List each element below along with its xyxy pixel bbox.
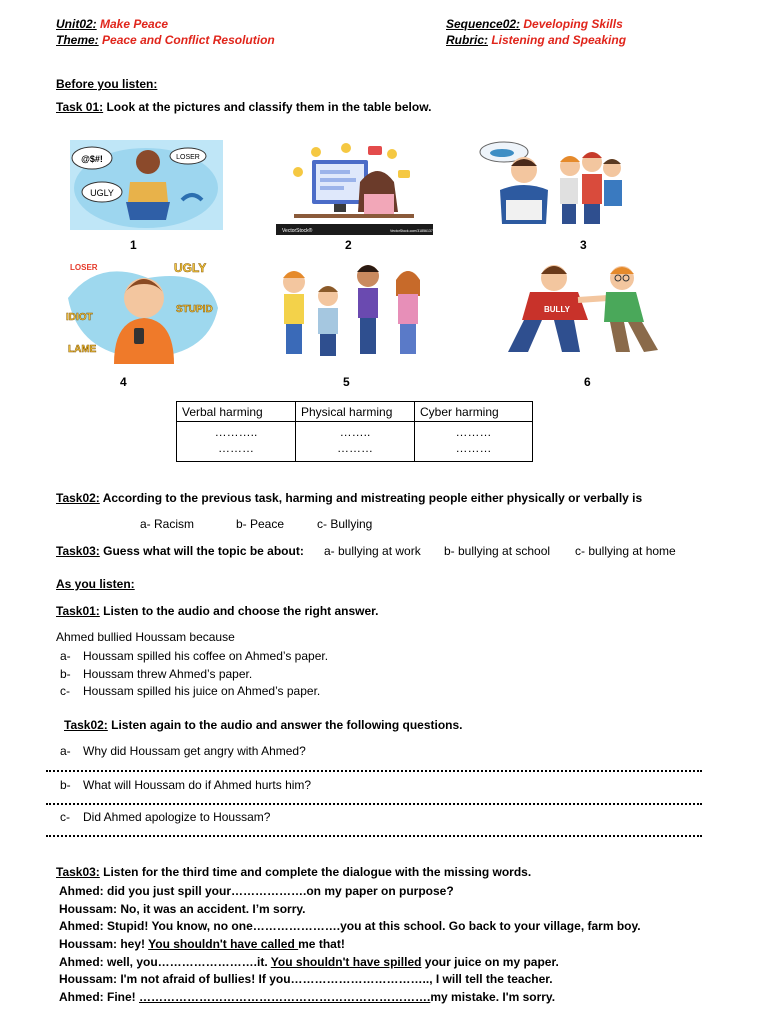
p1-bubble-1: @$#! (81, 154, 103, 164)
dialogue-line-5-underlined: You shouldn't have spilled (270, 955, 422, 969)
picture-2-cyber-bullying-computer (276, 140, 433, 235)
listen-task01-label: Task01: (56, 604, 100, 618)
dialogue-line-4 (59, 937, 345, 951)
theme-line (56, 33, 275, 47)
blank-line: ……… (218, 441, 254, 455)
choice-letter-b: b- (60, 667, 71, 681)
dialogue-line-7-blank: ………………………………………………………………. (139, 990, 431, 1004)
picture-5-kids-group (272, 262, 436, 366)
question-b: What will Houssam do if Ahmed hurts him? (83, 778, 312, 792)
task03-label: Task03: (56, 544, 100, 558)
dialogue-line-4-underlined: You shouldn't have called (148, 937, 299, 951)
question-letter-b: b- (60, 778, 71, 792)
p4-word-2: UGLY (174, 261, 207, 275)
picture-5-number: 5 (343, 375, 350, 389)
dialogue-line-7-end: my mistake. I'm sorry. (430, 990, 556, 1004)
theme-value: Peace and Conflict Resolution (102, 33, 275, 47)
task02-option-b[interactable]: b- Peace (236, 517, 285, 531)
picture-3-group-teasing (478, 140, 628, 230)
task02-instruction (56, 491, 642, 505)
task03-instruction (56, 544, 304, 558)
column-header-verbal: Verbal harming (177, 402, 296, 422)
p4-word-3: IDIOT (66, 312, 93, 323)
picture-4-number: 4 (120, 375, 127, 389)
question-letter-a: a- (60, 744, 71, 758)
table-row (177, 422, 533, 462)
task02-label: Task02: (56, 491, 100, 505)
theme-label: Theme: (56, 33, 99, 47)
verbal-answer-cell[interactable] (177, 422, 296, 462)
dialogue-line-1[interactable]: Ahmed: did you just spill your……………….on my paper on purpose? (59, 884, 454, 898)
dialogue-line-5[interactable] (59, 955, 559, 969)
sequence-line (446, 17, 623, 31)
blank-line: …….. (339, 425, 371, 439)
dialogue-line-7[interactable] (59, 990, 555, 1004)
task01-text: Look at the pictures and classify them in the table below. (103, 100, 432, 114)
picture-1-number: 1 (130, 238, 137, 252)
dialogue-line-5-start: Ahmed: well, you…………………….it. (59, 955, 271, 969)
dialogue-line-3[interactable]: Ahmed: Stupid! You know, no one………………….you at this school. Go back to your village, farm boy. (59, 919, 641, 933)
task02-text: According to the previous task, harming and mistreating people either physically or verbally is (99, 491, 643, 505)
dialogue-line-7-start: Ahmed: Fine! (59, 990, 139, 1004)
dialogue-line-6[interactable]: Houssam: I'm not afraid of bullies! If you…………………………….., I will tell the teacher. (59, 972, 553, 986)
task03-option-a[interactable]: a- bullying at work (324, 544, 421, 558)
sequence-value: Developing Skills (523, 17, 623, 31)
picture-3-number: 3 (580, 238, 587, 252)
listen-task02-text: Listen again to the audio and answer the following questions. (107, 718, 463, 732)
unit-value: Make Peace (100, 17, 169, 31)
dialogue-line-4-end: me that! (298, 937, 345, 951)
column-header-physical: Physical harming (296, 402, 415, 422)
listen-task01-instruction (56, 604, 379, 618)
p4-word-4: STUPID (176, 304, 213, 315)
answer-line-b[interactable] (46, 803, 702, 805)
task02-option-c[interactable]: c- Bullying (317, 517, 373, 531)
picture-6-physical-bullying (494, 258, 666, 354)
unit-label: Unit02: (56, 17, 97, 31)
dialogue-line-4-start: Houssam: hey! (59, 937, 149, 951)
picture-1-verbal-bullying (70, 140, 223, 230)
p1-bubble-2: LOSER (176, 154, 200, 161)
listen-task03-instruction (56, 865, 531, 879)
choice-a[interactable]: Houssam spilled his coffee on Ahmed’s paper. (83, 649, 329, 663)
cyber-answer-cell[interactable] (415, 422, 533, 462)
listen-task02-label: Task02: (64, 718, 108, 732)
task01-label: Task 01: (56, 100, 104, 114)
picture-4-cyber-insults-phone (62, 258, 224, 364)
p1-bubble-3: UGLY (90, 188, 114, 198)
rubric-line (446, 33, 626, 47)
p2-watermark-right: VectorStock.com/31856137 (390, 229, 433, 233)
before-listen-heading: Before you listen: (56, 77, 158, 91)
question-c: Did Ahmed apologize to Houssam? (83, 810, 271, 824)
p6-shirt-text: BULLY (544, 305, 570, 314)
sequence-label: Sequence02: (446, 17, 521, 31)
question-letter-c: c- (60, 810, 70, 824)
choice-letter-a: a- (60, 649, 71, 663)
rubric-value: Listening and Speaking (491, 33, 627, 47)
task01-instruction (56, 100, 431, 114)
choice-letter-c: c- (60, 684, 70, 698)
task03-option-c[interactable]: c- bullying at home (575, 544, 676, 558)
picture-2-number: 2 (345, 238, 352, 252)
answer-line-a[interactable] (46, 770, 702, 772)
task03-text: Guess what will the topic be about: (99, 544, 304, 558)
p4-word-5: LAME (68, 344, 97, 355)
listen-task03-label: Task03: (56, 865, 100, 879)
listen-task02-instruction (64, 718, 463, 732)
dialogue-line-2: Houssam: No, it was an accident. I’m sorry. (59, 902, 306, 916)
blank-line: ……….. (214, 425, 258, 439)
choice-b[interactable]: Houssam threw Ahmed’s paper. (83, 667, 253, 681)
listen-task03-text: Listen for the third time and complete the dialogue with the missing words. (99, 865, 532, 879)
answer-line-c[interactable] (46, 835, 702, 837)
unit-line (56, 17, 168, 31)
column-header-cyber: Cyber harming (415, 402, 533, 422)
picture-6-number: 6 (584, 375, 591, 389)
choice-c[interactable]: Houssam spilled his juice on Ahmed’s paper. (83, 684, 321, 698)
table-header-row (177, 402, 533, 422)
rubric-label: Rubric: (446, 33, 488, 47)
harming-classification-table (176, 401, 533, 462)
listen-task01-text: Listen to the audio and choose the right answer. (99, 604, 379, 618)
question-a: Why did Houssam get angry with Ahmed? (83, 744, 306, 758)
p2-watermark-left: VectorStock® (282, 228, 313, 234)
p4-word-1: LOSER (70, 263, 98, 272)
question-stem: Ahmed bullied Houssam because (56, 630, 235, 644)
blank-line: ……… (455, 441, 492, 455)
as-listen-heading: As you listen: (56, 577, 135, 591)
task02-option-a[interactable]: a- Racism (140, 517, 195, 531)
physical-answer-cell[interactable] (296, 422, 415, 462)
task03-option-b[interactable]: b- bullying at school (444, 544, 551, 558)
blank-line: ……… (337, 441, 373, 455)
dialogue-line-5-end: your juice on my paper. (421, 955, 559, 969)
blank-line: ……… (455, 425, 492, 439)
